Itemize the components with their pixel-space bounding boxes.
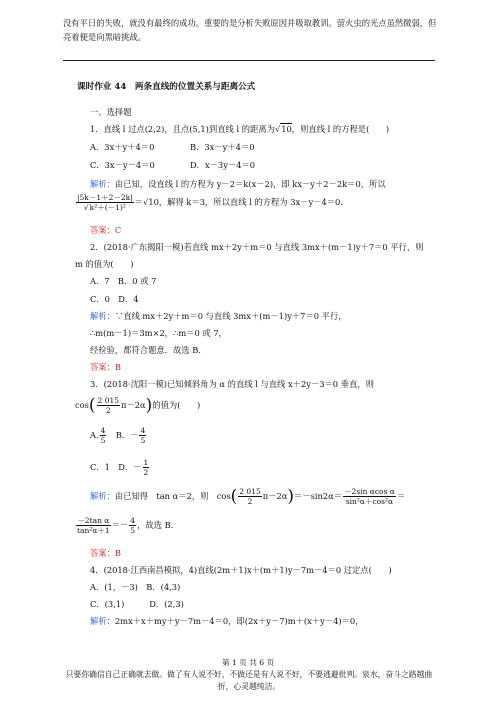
q3-solution-fraction-3	[129, 516, 136, 535]
q2-solution-line1	[90, 310, 347, 322]
fraction-numerator: 4	[130, 516, 136, 525]
q3-stem-line1: 3．(2018·沈阳一模)已知倾斜角为 α 的直线 l 与直线 x＋2y－3＝0 垂直，则	[90, 379, 374, 389]
q1-stem-text-b: ，则直线 l 的方程是( )	[291, 124, 390, 134]
cos-function: cos	[75, 400, 89, 410]
q2-answer	[90, 361, 121, 373]
fraction-numerator: |5k－1＋2－2k|	[77, 193, 133, 202]
cos-argument-rest: π－2α	[262, 491, 288, 501]
fraction-denominator: sin²α＋cos²α	[345, 497, 394, 506]
q2-options-cd	[90, 293, 138, 305]
q1-solution-line1	[90, 178, 386, 190]
q1-answer	[90, 224, 121, 236]
q1-stem-text-a: 1．直线 l 过点(2,2)，且点(5,1)到直线 l 的距离为	[90, 124, 275, 134]
solution-label: 解析：	[90, 616, 115, 626]
q1-distance-fraction	[76, 193, 134, 212]
left-paren: (	[230, 486, 238, 507]
q3-solution-cos-fraction	[238, 487, 261, 506]
q1-option-b: B．3x－y＋4＝0	[190, 142, 255, 152]
fraction-numerator: 2 015	[97, 396, 120, 405]
answer-label: 答案：	[90, 548, 115, 558]
q3-option-b-fraction	[139, 426, 146, 445]
cos-argument-rest: π－2α	[121, 400, 146, 410]
fraction-numerator: 1	[143, 458, 149, 467]
solution-label: 解析：	[90, 311, 115, 321]
q3-solution-fraction-1	[343, 487, 396, 506]
q1-stem	[90, 123, 389, 135]
q2-solution-line3: 经检验，都符合题意．故选 B.	[90, 345, 201, 355]
q3-solution-line2	[75, 516, 173, 535]
q2-stem-line2: m 的值为( )	[75, 259, 134, 269]
q2-solution-text-1: ∵直线 mx＋2y＋m＝0 与直线 3mx＋(m－1)y＋7＝0 平行，	[114, 311, 347, 321]
q3-solution-text-2b: ，故选 B.	[137, 520, 174, 530]
fraction-numerator: 2 015	[239, 487, 261, 496]
q3-answer	[90, 547, 121, 559]
q2-option-a: A．7	[90, 276, 110, 286]
q3-solution-fraction-2	[76, 516, 111, 535]
sqrt-symbol: √	[274, 124, 281, 134]
q3-stem-line2	[75, 396, 200, 415]
solution-label: 解析：	[90, 179, 115, 189]
q1-option-d: D．x－3y－4＝0	[190, 160, 256, 170]
q1-option-a: A．3x＋y＋4＝0	[90, 142, 155, 152]
q3-option-d-fraction	[143, 458, 150, 477]
q3-option-a: A.	[90, 430, 99, 440]
section-heading: 一、选择题	[90, 107, 132, 117]
q3-solution-text-1: 由已知得 tan α＝2，则 cos	[114, 491, 231, 501]
q3-option-d: D．－	[118, 462, 142, 472]
fraction-denominator-radicand: k²＋(－1)²	[89, 203, 126, 212]
q3-solution-text-1b: ＝－sin2α＝	[294, 491, 343, 501]
q2-stem-line1: 2．(2018·广东揭阳一模)若直线 mx＋2y＋m＝0 与直线 3mx＋(m－1)y＋7＝0 平行，则	[90, 242, 424, 252]
fraction-numerator: －2sin αcos α	[344, 487, 395, 496]
q2-option-c: C．0	[90, 294, 110, 304]
answer-value: C	[114, 225, 122, 235]
q2-options-ab	[90, 275, 156, 287]
page-number: 第 1 页 共 6 页	[221, 658, 275, 667]
fraction-denominator: 2	[143, 468, 149, 477]
q1-solution-text: 由已知，设直线 l 的方程为 y－2＝k(x－2)，即 kx－y＋2－2k＝0，所以	[114, 179, 386, 189]
q3-options-ab	[90, 426, 147, 445]
q3-option-a-fraction	[100, 426, 107, 445]
fraction-numerator: 4	[100, 426, 106, 435]
q3-stem-text-2: 的值为( )	[152, 400, 201, 410]
page-title: 课时作业 44 两条直线的位置关系与距离公式	[77, 82, 256, 92]
q3-options-cd	[90, 458, 150, 477]
header-motto: 没有平日的失败，就没有最终的成功。重要的是分析失败原因并吸取教训。萤火虫的光点虽然微弱，但亮着便是向黑暗挑战。	[63, 18, 437, 42]
q3-option-c: C．1	[90, 462, 110, 472]
q4-option-d: D．(2,3)	[149, 599, 184, 609]
q4-solution-line1	[90, 615, 363, 627]
q4-options-cd	[90, 598, 184, 610]
left-paren: (	[88, 395, 96, 416]
q4-option-c: C．(3,1)	[90, 599, 125, 609]
q2-option-d: D．4	[118, 294, 139, 304]
q2-option-b: B．0 或 7	[117, 276, 157, 286]
q3-cos-fraction	[97, 396, 120, 415]
answer-label: 答案：	[90, 225, 115, 235]
q1-solution-text-2: ＝√10，解得 k＝3，所以直线 l 的方程为 3x－y－4＝0.	[134, 197, 343, 207]
q4-option-a: A．(1，－3)	[90, 582, 138, 592]
fraction-denominator: √k²＋(－1)²	[83, 203, 126, 212]
fraction-denominator: 5	[130, 526, 136, 535]
fraction-denominator: 5	[140, 436, 146, 445]
fraction-numerator: 4	[140, 426, 146, 435]
q3-option-b: B．－	[115, 430, 139, 440]
q1-sqrt-value: 10	[281, 124, 292, 134]
header-divider	[63, 60, 435, 61]
answer-value: B	[114, 548, 122, 558]
fraction-denominator: 2	[105, 406, 111, 415]
fraction-numerator: －2tan α	[77, 516, 110, 525]
q4-options-ab	[90, 581, 180, 593]
q3-solution-line1: 解析：由已知得 tan α＝2，则 cos( $\frac{2 015}{2}$ π－2α)＝－sin2α＝ $\frac{\text{－2sin αcos α}}{\text{sin²α＋cos²α}}$ ＝	[90, 486, 406, 507]
fraction-denominator: 5	[100, 436, 106, 445]
q3-solution-text-2: ＝－	[111, 520, 129, 530]
q2-solution-line2: ∴m(m－1)＝3m×2，∴m＝0 或 7，	[90, 328, 227, 338]
solution-label: 解析：	[90, 491, 115, 501]
answer-value: B	[114, 362, 122, 372]
q4-solution-text-1: 2mx＋x＋my＋y－7m－4＝0，即(2x＋y－7)m＋(x＋y－4)＝0，	[114, 616, 364, 626]
right-paren: )	[145, 395, 153, 416]
footer-quote: 只要你确信自己正确就去做。做了有人说不好，不做还是有人说不好，不要逃避批判。泉水，奋斗之路越曲折，心灵越纯洁。	[65, 670, 433, 691]
answer-label: 答案：	[90, 362, 115, 372]
fraction-denominator: tan²α＋1	[77, 526, 110, 535]
q1-solution-line2	[75, 193, 343, 212]
q4-stem: 4．(2018·江西南昌模拟，4)直线(2m＋1)x＋(m＋1)y－7m－4＝0 过定点( )	[90, 565, 392, 575]
fraction-denominator: 2	[247, 497, 253, 506]
right-paren: )	[287, 486, 295, 507]
q4-option-b: B．(4,3)	[146, 582, 181, 592]
q1-option-c: C．3x－y－4＝0	[90, 160, 155, 170]
